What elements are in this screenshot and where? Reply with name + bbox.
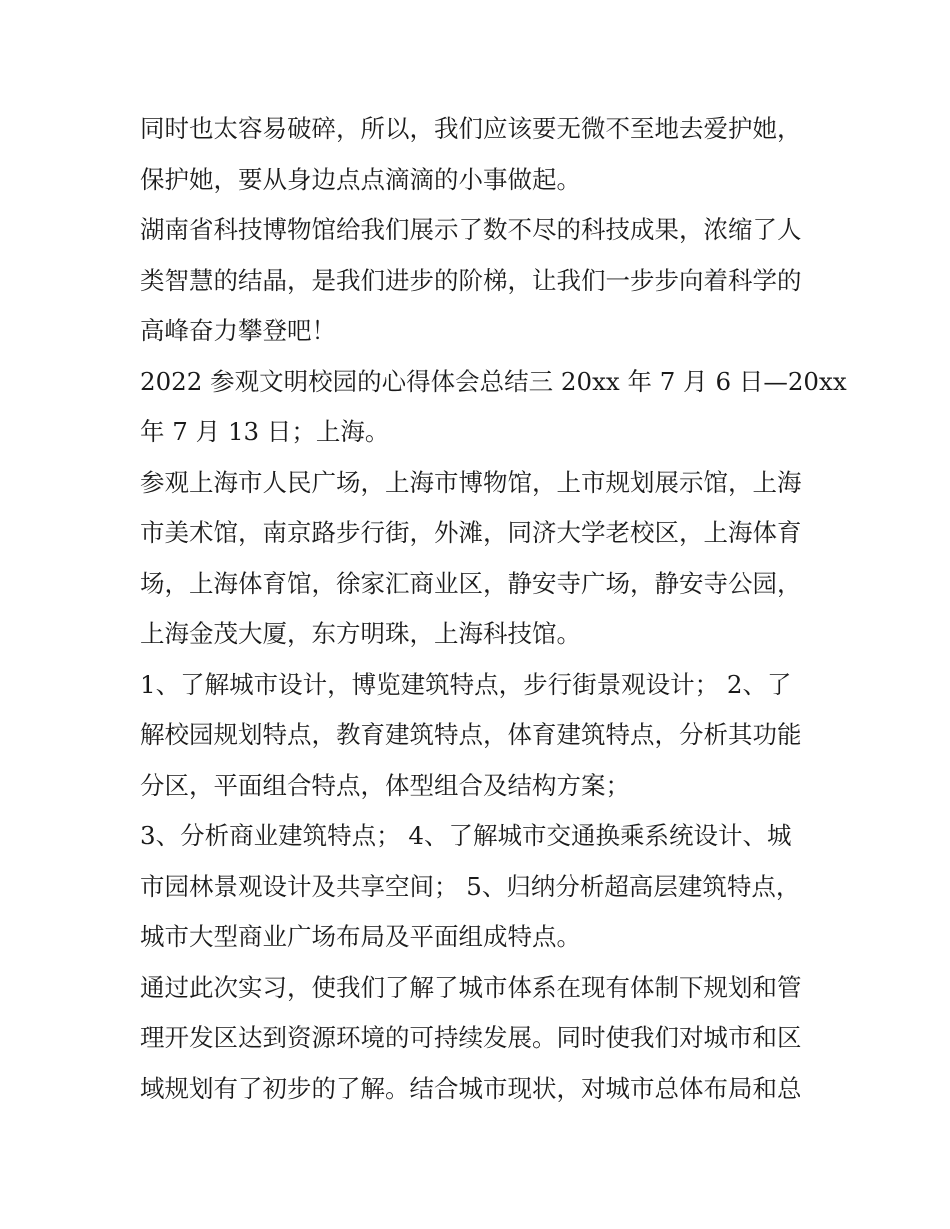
- document-body: [140, 104, 847, 1114]
- text-line: 类智慧的结晶，是我们进步的阶梯，让我们一步步向着科学的: [140, 265, 802, 295]
- text-line: 保护她，要从身边点点滴滴的小事做起。: [140, 164, 581, 194]
- text-line: 场，上海体育馆，徐家汇商业区，静安寺广场，静安寺公园，: [140, 568, 802, 598]
- text-line: 域规划有了初步的了解。结合城市现状，对城市总体布局和总: [140, 1073, 802, 1103]
- text-line: 高峰奋力攀登吧！: [140, 316, 336, 345]
- text-line: 2022 参观文明校园的心得体会总结三 20xx 年 7 月 6 日—20xx: [140, 366, 847, 396]
- text-line: 上海金茂大厦，东方明珠，上海科技馆。: [140, 619, 581, 648]
- text-line: 湖南省科技博物馆给我们展示了数不尽的科技成果，浓缩了人: [140, 215, 802, 244]
- text-line: 年 7 月 13 日；上海。: [140, 417, 390, 446]
- text-line: 参观上海市人民广场，上海市博物馆，上市规划展示馆，上海: [140, 467, 802, 497]
- text-line: 通过此次实习，使我们了解了城市体系在现有体制下规划和管: [140, 972, 802, 1002]
- text-line: 同时也太容易破碎，所以，我们应该要无微不至地去爱护她，: [140, 114, 802, 143]
- text-line: 3、分析商业建筑特点； 4、了解城市交通换乘系统设计、城: [140, 821, 792, 850]
- text-line: 1、了解城市设计，博览建筑特点，步行街景观设计； 2、了: [140, 669, 792, 699]
- text-line: 城市大型商业广场布局及平面组成特点。: [140, 922, 581, 951]
- text-line: 理开发区达到资源环境的可持续发展。同时使我们对城市和区: [140, 1023, 802, 1052]
- text-line: 市美术馆，南京路步行街，外滩，同济大学老校区，上海体育: [140, 518, 802, 547]
- text-line: 解校园规划特点，教育建筑特点，体育建筑特点，分析其功能: [140, 720, 802, 749]
- text-line: 分区，平面组合特点，体型组合及结构方案；: [140, 770, 630, 800]
- text-line: 市园林景观设计及共享空间； 5、归纳分析超高层建筑特点，: [140, 871, 801, 901]
